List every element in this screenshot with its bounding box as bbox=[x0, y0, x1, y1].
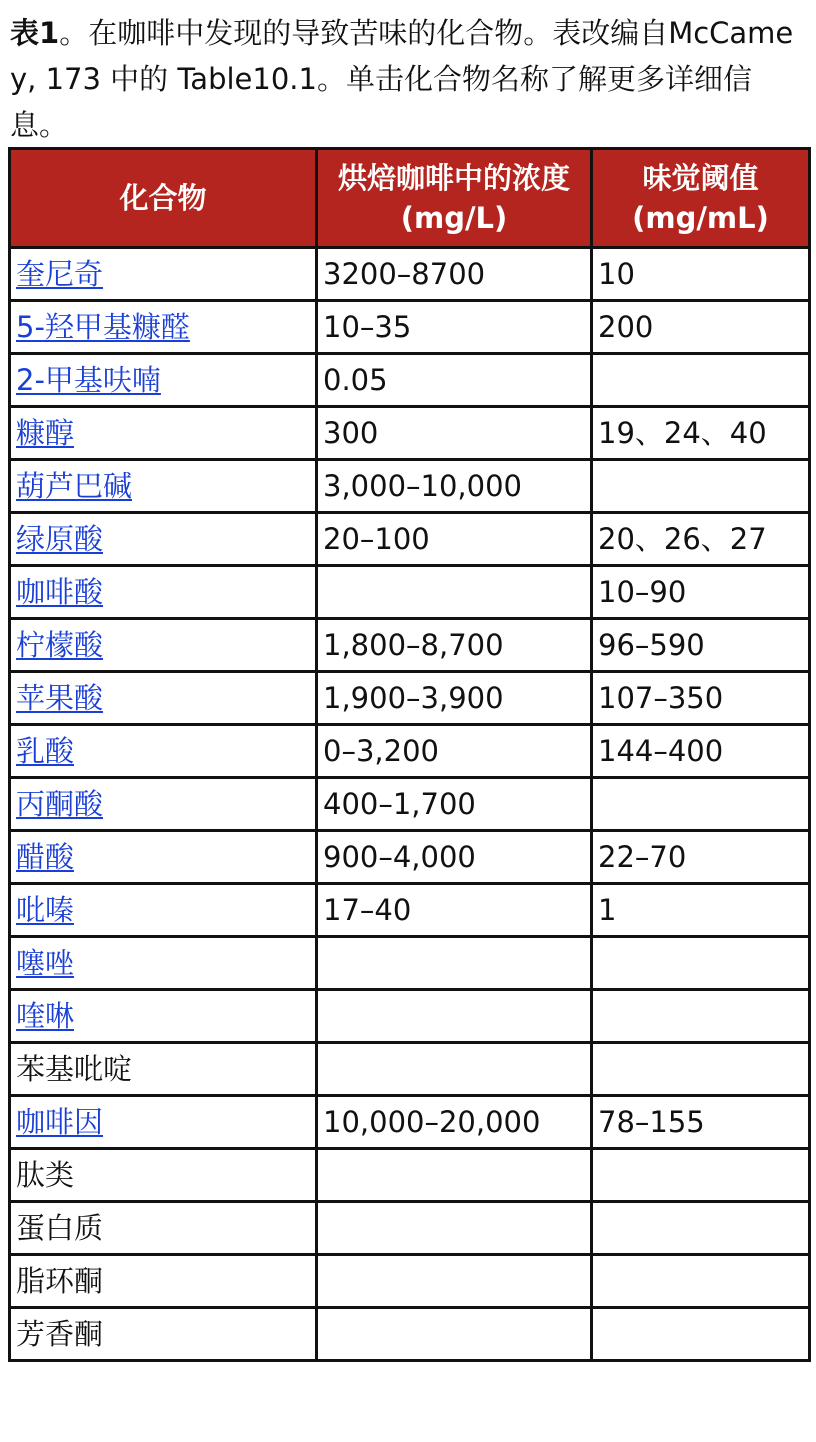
compound-link[interactable]: 咖啡因 bbox=[16, 1105, 104, 1139]
compound-link[interactable]: 醋酸 bbox=[16, 840, 75, 874]
table-caption bbox=[10, 10, 806, 148]
concentration-cell: 10–35 bbox=[317, 301, 592, 354]
threshold-cell: 1 bbox=[592, 884, 810, 937]
compound-cell[interactable] bbox=[10, 937, 317, 990]
caption-text: 。在咖啡中发现的导致苦味的化合物。表改编自McCamey, 173 中的 Table10.1。单击化合物名称了解更多详细信息。 bbox=[10, 16, 794, 142]
threshold-cell bbox=[592, 460, 810, 513]
table-row bbox=[10, 725, 810, 778]
header-concentration: 烘焙咖啡中的浓度 (mg/L) bbox=[317, 149, 592, 248]
compound-cell[interactable] bbox=[10, 619, 317, 672]
compound-cell[interactable] bbox=[10, 248, 317, 301]
compound-name: 苯基吡啶 bbox=[16, 1052, 133, 1086]
concentration-cell: 17–40 bbox=[317, 884, 592, 937]
table-row bbox=[10, 672, 810, 725]
threshold-cell: 10–90 bbox=[592, 566, 810, 619]
bitter-compounds-table bbox=[8, 147, 811, 1362]
concentration-cell bbox=[317, 1043, 592, 1096]
table-row bbox=[10, 1096, 810, 1149]
table-row bbox=[10, 1149, 810, 1202]
compound-cell[interactable] bbox=[10, 831, 317, 884]
table-row bbox=[10, 884, 810, 937]
table-row bbox=[10, 778, 810, 831]
compound-cell[interactable] bbox=[10, 778, 317, 831]
compound-cell bbox=[10, 1255, 317, 1308]
concentration-cell: 400–1,700 bbox=[317, 778, 592, 831]
concentration-cell: 0.05 bbox=[317, 354, 592, 407]
compound-link[interactable]: 咖啡酸 bbox=[16, 575, 104, 609]
concentration-cell: 3,000–10,000 bbox=[317, 460, 592, 513]
compound-cell[interactable] bbox=[10, 513, 317, 566]
compound-name: 芳香酮 bbox=[16, 1317, 104, 1351]
compound-link[interactable]: 糠醇 bbox=[16, 416, 75, 450]
compound-link[interactable]: 2-甲基呋喃 bbox=[16, 363, 161, 397]
threshold-cell: 10 bbox=[592, 248, 810, 301]
header-threshold: 味觉阈值 (mg/mL) bbox=[592, 149, 810, 248]
compound-link[interactable]: 乳酸 bbox=[16, 734, 75, 768]
concentration-cell bbox=[317, 990, 592, 1043]
compound-cell[interactable] bbox=[10, 301, 317, 354]
threshold-cell: 78–155 bbox=[592, 1096, 810, 1149]
threshold-cell bbox=[592, 1308, 810, 1361]
threshold-cell bbox=[592, 937, 810, 990]
table-header-row bbox=[10, 149, 810, 248]
compound-link[interactable]: 丙酮酸 bbox=[16, 787, 104, 821]
table-row bbox=[10, 460, 810, 513]
compound-cell bbox=[10, 1202, 317, 1255]
compound-link[interactable]: 5-羟甲基糠醛 bbox=[16, 310, 190, 344]
table-row bbox=[10, 619, 810, 672]
concentration-cell bbox=[317, 566, 592, 619]
concentration-cell bbox=[317, 1149, 592, 1202]
compound-cell bbox=[10, 1149, 317, 1202]
compound-link[interactable]: 吡嗪 bbox=[16, 893, 75, 927]
threshold-cell bbox=[592, 1149, 810, 1202]
concentration-cell: 300 bbox=[317, 407, 592, 460]
concentration-cell bbox=[317, 1202, 592, 1255]
compound-cell[interactable] bbox=[10, 725, 317, 778]
compound-link[interactable]: 葫芦巴碱 bbox=[16, 469, 133, 503]
compound-cell[interactable] bbox=[10, 884, 317, 937]
threshold-cell bbox=[592, 1202, 810, 1255]
threshold-cell bbox=[592, 354, 810, 407]
concentration-cell: 900–4,000 bbox=[317, 831, 592, 884]
compound-cell bbox=[10, 1308, 317, 1361]
table-row bbox=[10, 513, 810, 566]
table-row bbox=[10, 1255, 810, 1308]
table-row bbox=[10, 831, 810, 884]
threshold-cell: 144–400 bbox=[592, 725, 810, 778]
compound-cell[interactable] bbox=[10, 990, 317, 1043]
table-row bbox=[10, 990, 810, 1043]
compound-link[interactable]: 柠檬酸 bbox=[16, 628, 104, 662]
table-row bbox=[10, 354, 810, 407]
table-row bbox=[10, 1043, 810, 1096]
threshold-cell bbox=[592, 990, 810, 1043]
compound-cell[interactable] bbox=[10, 460, 317, 513]
threshold-cell bbox=[592, 1043, 810, 1096]
compound-link[interactable]: 绿原酸 bbox=[16, 522, 104, 556]
compound-cell[interactable] bbox=[10, 566, 317, 619]
threshold-cell: 107–350 bbox=[592, 672, 810, 725]
concentration-cell bbox=[317, 1308, 592, 1361]
compound-cell[interactable] bbox=[10, 1096, 317, 1149]
threshold-cell: 19、24、40 bbox=[592, 407, 810, 460]
compound-link[interactable]: 噻唑 bbox=[16, 946, 75, 980]
table-row bbox=[10, 566, 810, 619]
compound-link[interactable]: 奎尼奇 bbox=[16, 257, 104, 291]
table-row bbox=[10, 1202, 810, 1255]
table-row bbox=[10, 407, 810, 460]
compound-name: 蛋白质 bbox=[16, 1211, 104, 1245]
compound-cell[interactable] bbox=[10, 672, 317, 725]
compound-cell[interactable] bbox=[10, 407, 317, 460]
concentration-cell: 3200–8700 bbox=[317, 248, 592, 301]
compound-cell[interactable] bbox=[10, 354, 317, 407]
table-row bbox=[10, 1308, 810, 1361]
concentration-cell bbox=[317, 937, 592, 990]
threshold-cell: 20、26、27 bbox=[592, 513, 810, 566]
concentration-cell: 20–100 bbox=[317, 513, 592, 566]
table-row bbox=[10, 937, 810, 990]
compound-name: 肽类 bbox=[16, 1158, 75, 1192]
compound-cell bbox=[10, 1043, 317, 1096]
compound-link[interactable]: 喹啉 bbox=[16, 999, 75, 1033]
threshold-cell bbox=[592, 1255, 810, 1308]
threshold-cell: 200 bbox=[592, 301, 810, 354]
compound-link[interactable]: 苹果酸 bbox=[16, 681, 104, 715]
threshold-cell: 96–590 bbox=[592, 619, 810, 672]
concentration-cell: 1,900–3,900 bbox=[317, 672, 592, 725]
threshold-cell bbox=[592, 778, 810, 831]
table-row bbox=[10, 248, 810, 301]
caption-label: 表1 bbox=[10, 16, 60, 50]
concentration-cell: 0–3,200 bbox=[317, 725, 592, 778]
table-body bbox=[10, 248, 810, 1361]
concentration-cell: 1,800–8,700 bbox=[317, 619, 592, 672]
threshold-cell: 22–70 bbox=[592, 831, 810, 884]
table-row bbox=[10, 301, 810, 354]
concentration-cell bbox=[317, 1255, 592, 1308]
header-compound: 化合物 bbox=[10, 149, 317, 248]
compound-name: 脂环酮 bbox=[16, 1264, 104, 1298]
concentration-cell: 10,000–20,000 bbox=[317, 1096, 592, 1149]
